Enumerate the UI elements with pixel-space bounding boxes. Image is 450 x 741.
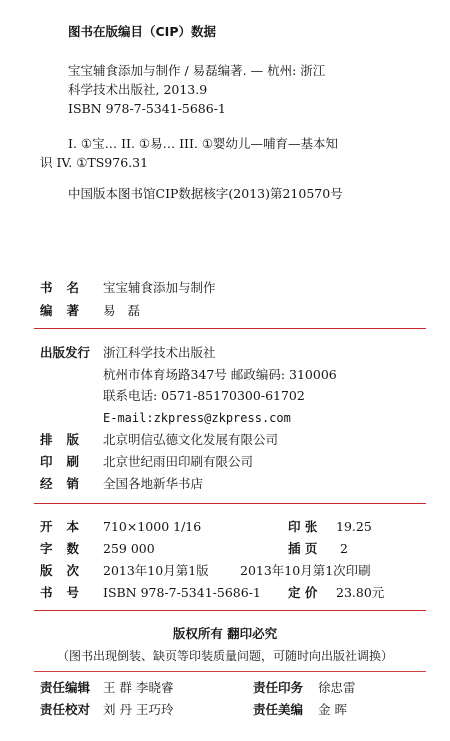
cip-title: 图书在版编目（CIP）数据 bbox=[68, 24, 216, 39]
price-label: 定 价 bbox=[288, 585, 318, 600]
publisher-phone: 联系电话: 0571-85170300-61702 bbox=[103, 388, 305, 403]
proofreader-label: 责任校对 bbox=[40, 702, 91, 717]
distribution-label: 经销 bbox=[40, 476, 94, 491]
cip-line-1: 宝宝辅食添加与制作 / 易磊编著. — 杭州: 浙江 bbox=[68, 63, 326, 78]
publisher-address: 杭州市体育场路347号 邮政编码: 310006 bbox=[103, 367, 337, 382]
words-label: 字数 bbox=[40, 541, 94, 556]
typeset-label: 排版 bbox=[40, 432, 94, 447]
copyright-note: （图书出现倒装、缺页等印装质量问题，可随时向出版社调换） bbox=[56, 649, 393, 663]
isbn-value: ISBN 978-7-5341-5686-1 bbox=[103, 585, 261, 600]
proofreader-value: 刘 丹 王巧玲 bbox=[103, 702, 174, 717]
publisher-email: E-mail:zkpress@zkpress.com bbox=[103, 411, 291, 425]
print-affairs-value: 徐忠雷 bbox=[318, 680, 356, 695]
edition-label: 版次 bbox=[40, 563, 94, 578]
format-label: 开本 bbox=[40, 519, 94, 534]
art-editor-label: 责任美编 bbox=[253, 702, 304, 717]
sheets-label: 印 张 bbox=[288, 519, 318, 534]
divider-2 bbox=[34, 503, 426, 504]
divider-4 bbox=[34, 671, 426, 672]
edition-value: 2013年10月第1版 bbox=[103, 563, 209, 578]
publisher-name: 浙江科学技术出版社 bbox=[103, 345, 216, 360]
distribution-value: 全国各地新华书店 bbox=[103, 476, 204, 491]
editor-value: 王 群 李晓睿 bbox=[103, 680, 174, 695]
print-label: 印刷 bbox=[40, 454, 94, 469]
cip-line-2: 科学技术出版社, 2013.9 bbox=[68, 82, 208, 97]
plates-label: 插 页 bbox=[288, 541, 318, 556]
isbn-label: 书号 bbox=[40, 585, 94, 600]
cip-classification-1: I. ①宝… II. ①易… III. ①婴幼儿—哺育—基本知 bbox=[68, 136, 339, 151]
art-editor-value: 金 晖 bbox=[318, 702, 347, 717]
format-value: 710×1000 1/16 bbox=[103, 519, 202, 534]
cip-number: 中国版本图书馆CIP数据核字(2013)第210570号 bbox=[68, 186, 343, 201]
cip-classification-2: 识 IV. ①TS976.31 bbox=[40, 155, 149, 170]
divider-3 bbox=[34, 610, 426, 611]
cip-isbn: ISBN 978-7-5341-5686-1 bbox=[68, 101, 226, 116]
book-author-value: 易 磊 bbox=[103, 303, 144, 318]
book-author-label: 编著 bbox=[40, 303, 94, 318]
publisher-label: 出版发行 bbox=[40, 345, 91, 360]
words-value: 259 000 bbox=[103, 541, 155, 556]
copyright-title: 版权所有 翻印必究 bbox=[172, 626, 278, 641]
print-affairs-label: 责任印务 bbox=[253, 680, 304, 695]
editor-label: 责任编辑 bbox=[40, 680, 91, 695]
book-title-label: 书名 bbox=[40, 280, 94, 295]
printing-value: 2013年10月第1次印刷 bbox=[240, 563, 371, 578]
book-title-value: 宝宝辅食添加与制作 bbox=[103, 280, 216, 295]
print-value: 北京世纪雨田印刷有限公司 bbox=[103, 454, 254, 469]
price-value: 23.80元 bbox=[336, 585, 385, 600]
typeset-value: 北京明信弘德文化发展有限公司 bbox=[103, 432, 279, 447]
sheets-value: 19.25 bbox=[336, 519, 372, 534]
plates-value: 2 bbox=[340, 541, 348, 556]
divider-1 bbox=[34, 328, 426, 329]
